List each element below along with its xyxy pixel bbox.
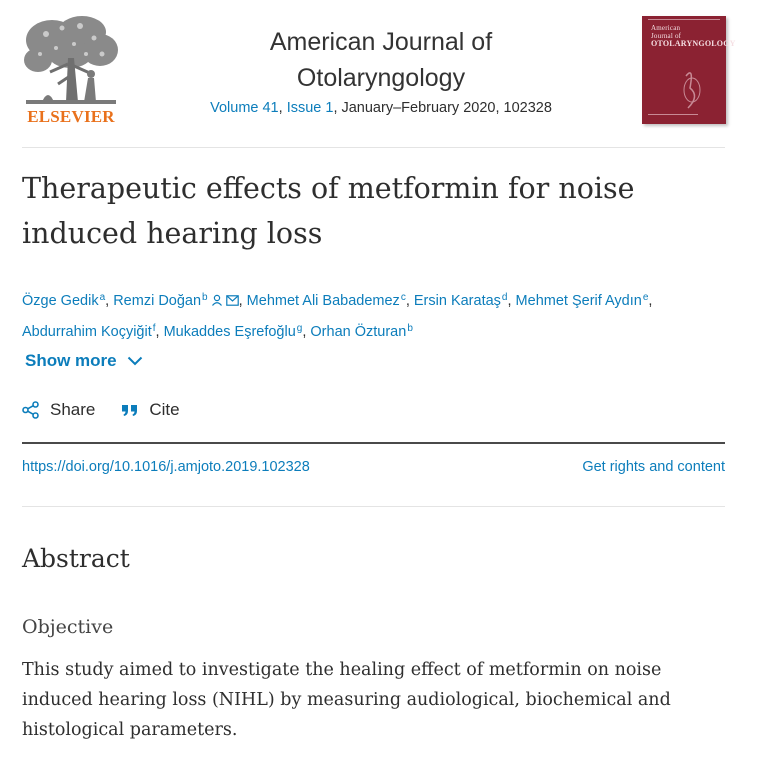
actions-divider [22,442,725,444]
journal-meta [172,100,590,116]
author-name: Özge Gedik [22,293,99,309]
article-actions [22,400,206,420]
rights-link[interactable]: Get rights and content [582,459,725,475]
show-more-button[interactable] [25,351,143,371]
quote-icon [121,403,139,417]
chevron-down-icon [127,356,143,366]
cite-button[interactable] [121,400,179,420]
author-link[interactable] [247,293,406,309]
cover-line2: Journal of [651,32,682,40]
affiliation-marker: b [407,323,413,334]
publisher-name: ELSEVIER [27,107,115,126]
affiliation-marker: c [400,292,406,303]
cover-line3: OTOLARYNGOLOGY [651,39,736,48]
objective-text: This study aimed to investigate the healing effect of metformin on noise induced hearing loss (NIHL) by measuring audiological, biochemical and histological parameters. [22,660,671,740]
affiliation-marker: b [202,292,208,303]
author-separator: , [155,324,160,340]
author-name: Orhan Özturan [310,324,407,340]
elsevier-tree-icon [22,14,120,106]
affiliation-marker: f [152,323,156,334]
share-icon [22,401,40,419]
issue-link[interactable]: Issue 1 [286,100,334,116]
affiliation-marker: e [642,292,649,303]
author-separator: , [302,324,307,340]
author-link[interactable] [516,293,649,309]
author-link[interactable] [22,293,105,309]
journal-cover[interactable] [642,16,736,124]
abstract-heading: Abstract [22,544,130,573]
doi-divider [22,506,725,507]
share-label: Share [50,400,96,419]
author-link[interactable] [414,293,508,309]
header-divider [22,147,725,148]
share-button[interactable] [22,400,95,420]
journal-info [172,24,590,116]
article-title: Therapeutic effects of metformin for noise induced hearing loss [22,172,635,250]
cover-line1: American [651,24,681,32]
show-more-label: Show more [25,351,117,370]
author-name: Mehmet Ali Babademez [246,293,400,309]
journal-title-line1[interactable]: American Journal of [269,28,493,56]
objective-heading: Objective [22,616,114,638]
cite-label: Cite [149,400,180,419]
author-link[interactable] [310,324,412,340]
cover-text [651,24,736,48]
doi-link[interactable]: https://doi.org/10.1016/j.amjoto.2019.102328 [22,459,310,475]
email-icon[interactable] [226,295,239,306]
author-name: Mukaddes Eşrefoğlu [163,324,296,340]
volume-link[interactable]: Volume 41 [210,100,279,116]
affiliation-marker: a [99,292,106,303]
author-name: Mehmet Şerif Aydın [515,293,642,309]
person-icon [211,294,223,306]
author-separator: , [507,293,512,309]
author-link[interactable] [22,324,156,340]
author-separator: , [405,293,410,309]
author-name: Remzi Doğan [113,293,202,309]
publication-date: , January–February 2020, 102328 [333,100,552,116]
author-separator: , [105,293,110,309]
elsevier-logo[interactable] [22,14,120,126]
journal-header [22,14,736,128]
affiliation-marker: g [296,323,303,334]
affiliation-marker: d [501,292,508,303]
author-list [22,284,722,346]
author-link[interactable] [164,324,303,340]
author-separator: , [648,293,653,309]
meta-comma: , [278,100,287,116]
author-link[interactable] [113,293,238,309]
journal-title-line2[interactable]: Otolaryngology [296,64,466,92]
author-name: Abdurrahim Koçyiğit [22,324,152,340]
author-separator: , [238,293,243,309]
author-name: Ersin Karataş [413,293,501,309]
